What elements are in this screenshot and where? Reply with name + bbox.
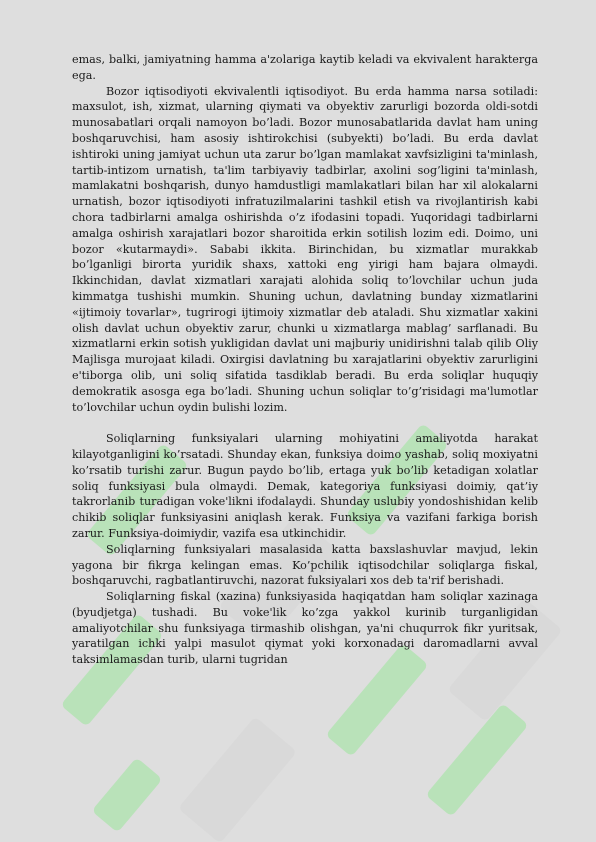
paragraph-1: emas, balki, jamiyatning hamma a'zolariga kaytib keladi va ekvivalent harakterga ega. (72, 53, 538, 82)
paragraph-5: Soliqlarning fiskal (xazina) funksiyasida haqiqatdan ham soliqlar xazinaga (byudjetga) tushadi. Bu voke'lik ko’zga yakkol kurinib turganligidan amaliyotchilar shu funksiyaga tirmashib olishgan, ya'ni chuqurrok fikr yuritsak, yaratilgan ichki yalpi masulot qiymat yoki korxonadagi daromadlarni avval taksimlamasdan turib, ularni tugridan (72, 590, 538, 667)
paragraph-3: Soliqlarning funksiyalari ularning mohiyatini amaliyotda harakat kilayotganligini ko’rsatadi. Shunday ekan, funksiya doimo yashab, soliq moxiyatni ko’rsatib turishi zarur. Bugun paydo bo’lib, ertaga yuk bo’lib ketadigan xolatlar soliq funksiyasi bula olmaydi. Demak, kategoriya funksiyasi doimiy, qat’iy takrorlanib turadigan voke'likni ifodalaydi. Shunday uslubiy yondoshishidan kelib chikib soliqlar funksiyasini aniqlash kerak. Funksiya va vazifani farkiga borish zarur. Funksiya-doimiydir, vazifa esa utkinchidir. (72, 432, 538, 540)
watermark-stroke (91, 757, 162, 832)
paragraph-2: Bozor iqtisodiyoti ekvivalentli iqtisodiyot. Bu erda hamma narsa sotiladi: maxsulot, ish, xizmat, ularning qiymati va obyektiv zarurligi bozorda oldi-sotdi munosabatlari orqali namoyon bo’ladi. Bozor munosabatlarida davlat ham uning boshqaruvchisi, ham asosiy ishtirokchisi (subyekti) bo’ladi. Bu erda davlat ishtiroki uning jamiyat uchun uta zarur bo’lgan mamlakat xavfsizligini ta'minlash, tartib-intizom urnatish, ta'lim tarbiyaviy tadbirlar, axolini sog’ligini ta'minlash, mamlakatni boshqarish, dunyo hamdustligi mamlakatlari bilan har xil alokalarni urnatish, bozor iqtisodiyoti infratuzilmalarini tashkil etish va rivojlantirish kabi chora tadbirlarni amalga oshirishda o’z ifodasini topadi. Yuqoridagi tadbirlarni amalga oshirish xarajatlari bozor sharoitida erkin sotilish lozim edi. Doimo, uni bozor «kutarmaydi». Sababi ikkita. Birinchidan, bu xizmatlar murakkab bo’lganligi birorta yuridik shaxs, xattoki eng yirigi ham bajara olmaydi. Ikkinchidan, davlat xizmatlari xarajati alohida soliq to’lovchilar uchun juda kimmatga tushishi mumkin. Shuning uchun, davlatning bunday xizmatlarini «ijtimoiy tovarlar», tugrirogi ijtimoiy xizmatlar deb ataladi. Shu xizmatlar xakini olish davlat uchun obyektiv zarur, chunki u xizmatlarga mablag’ sarflanadi. Bu xizmatlarni erkin sotish yukligidan davlat uni majburiy unidirishni talab qilib Oliy Majlisga murojaat kiladi. Oxirgisi davlatning bu xarajatlarini obyektiv zarurligini e'tiborga olib, uni soliq sifatida tasdiklab beradi. Bu erda soliqlar huquqiy demokratik asosga ega bo’ladi. Shuning uchun soliqlar to’g’risidagi ma'lumotlar to’lovchilar uchun oydin bulishi lozim. (72, 84, 538, 414)
paragraph-gap (72, 415, 538, 431)
paragraph-4: Soliqlarning funksiyalari masalasida katta baxslashuvlar mavjud, lekin yagona bir fikrga kelingan emas. Ko’pchilik iqtisodchilar soliqlarga fiskal, boshqaruvchi, ragbatlantiruvchi, nazorat fuksiyalari xos deb ta'rif berishadi. (72, 542, 538, 588)
document-page (72, 52, 538, 668)
watermark-stroke (178, 716, 297, 842)
watermark-stroke (425, 703, 528, 817)
